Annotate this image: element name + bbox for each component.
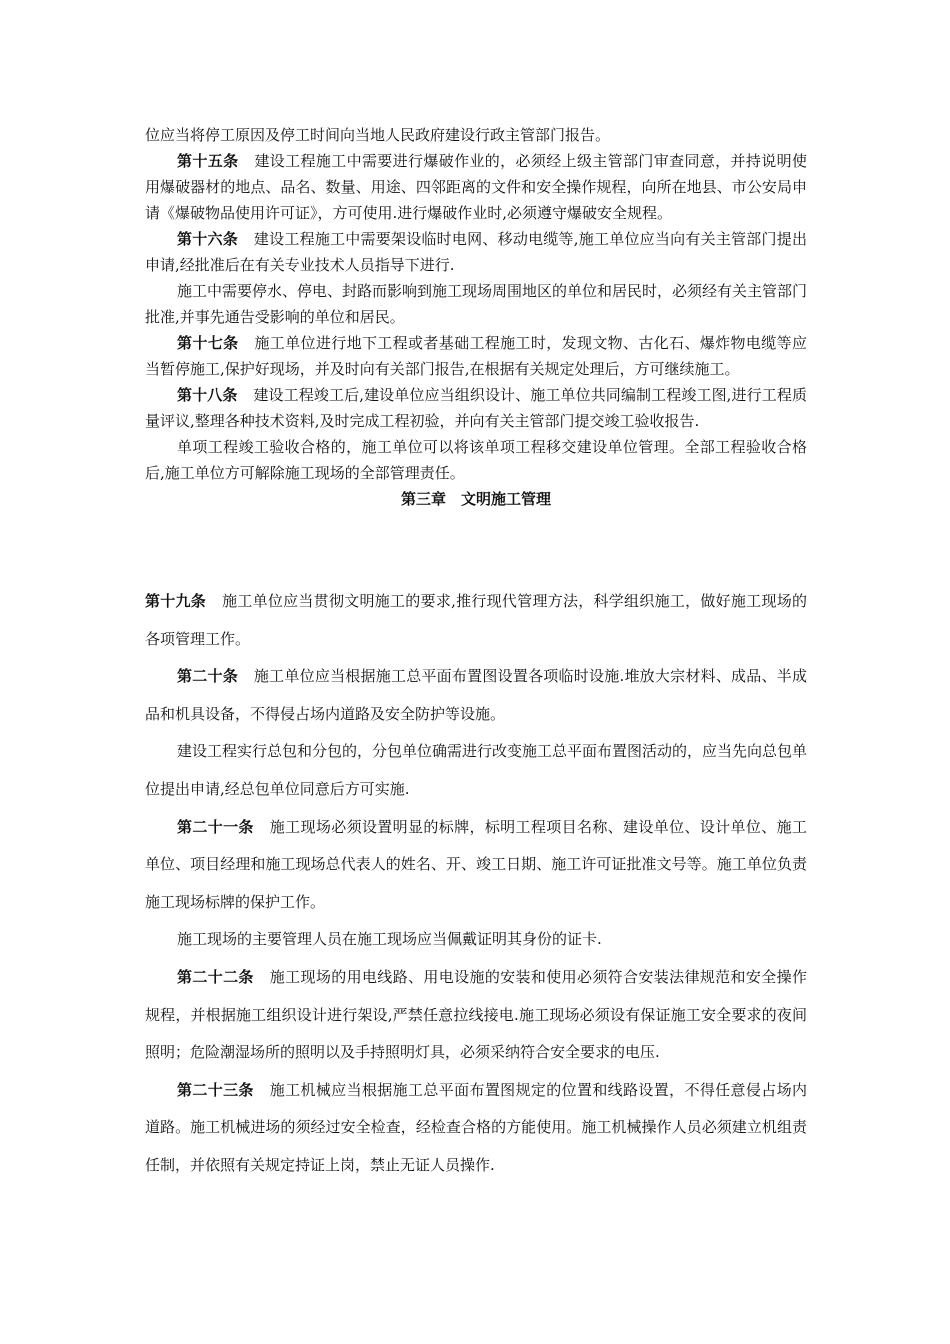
article-label: 第十八条 xyxy=(177,386,238,404)
lower-section xyxy=(145,583,807,1185)
upper-section xyxy=(145,122,807,512)
article-20-paragraph-2: 建设工程实行总包和分包的，分包单位确需进行改变施工总平面布置图活动的，应当先向总包单位提出申请,经总包单位同意后方可实施. xyxy=(145,742,808,798)
article-15: 第十五条 建设工程施工中需要进行爆破作业的，必须经上级主管部门审查同意，并持说明使用爆破器材的地点、品名、数量、用途、四邻距离的文件和安全操作规程，向所在地县、市公安局申请《爆破物品使用许可证》，方可使用.进行爆破作业时,必须遵守爆破安全规程。 xyxy=(145,152,807,222)
article-17: 第十七条 施工单位进行地下工程或者基础工程施工时，发现文物、古化石、爆炸物电缆等应当暂停施工,保护好现场，并及时向有关部门报告,在根据有关规定处理后，方可继续施工。 xyxy=(145,334,807,378)
article-18-paragraph-2: 单项工程竣工验收合格的，施工单位可以将该单项工程移交建设单位管理。全部工程验收合格后,施工单位方可解除施工现场的全部管理责任。 xyxy=(145,438,807,482)
article-20: 第二十条 施工单位应当根据施工总平面布置图设置各项临时设施.堆放大宗材料、成品、半成品和机具设备，不得侵占场内道路及安全防护等设施。 xyxy=(145,667,807,723)
article-21: 第二十一条 施工现场必须设置明显的标牌，标明工程项目名称、建设单位、设计单位、施工单位、项目经理和施工现场总代表人的姓名、开、竣工日期、施工许可证批准文号等。施工单位负责施工现场标牌的保护工作。 xyxy=(145,817,807,911)
article-18: 第十八条 建设工程竣工后,建设单位应当组织设计、施工单位共同编制工程竣工图,进行工程质量评议,整理各种技术资料,及时完成工程初验，并向有关主管部门提交竣工验收报告. xyxy=(145,386,807,430)
article-16-paragraph-2: 施工中需要停水、停电、封路而影响到施工现场周围地区的单位和居民时，必须经有关主管部门批准,并事先通告受影响的单位和居民。 xyxy=(145,282,808,326)
article-label: 第二十条 xyxy=(177,667,238,686)
article-label: 第二十二条 xyxy=(177,967,254,986)
paragraph-continuation: 位应当将停工原因及停工时间向当地人民政府建设行政主管部门报告。 xyxy=(145,126,611,144)
article-16: 第十六条 建设工程施工中需要架设临时电网、移动电缆等,施工单位应当向有关主管部门提出申请,经批准后在有关专业技术人员指导下进行. xyxy=(145,230,807,274)
article-label: 第十五条 xyxy=(177,152,239,170)
article-label: 第二十三条 xyxy=(177,1080,254,1099)
article-21-paragraph-2: 施工现场的主要管理人员在施工现场应当佩戴证明其身份的证卡. xyxy=(177,930,602,949)
article-label: 第十九条 xyxy=(145,592,207,610)
article-label: 第二十一条 xyxy=(177,817,254,836)
chapter-heading: 第三章 文明施工管理 xyxy=(400,490,551,508)
article-label: 第十七条 xyxy=(177,334,239,352)
article-23: 第二十三条 施工机械应当根据施工总平面布置图规定的位置和线路设置，不得任意侵占场内道路。施工机械进场的须经过安全检查，经检查合格的方能使用。施工机械操作人员必须建立机组责任制，并依照有关规定持证上岗，禁止无证人员操作. xyxy=(145,1080,807,1174)
article-label: 第十六条 xyxy=(177,230,238,248)
article-22: 第二十二条 施工现场的用电线路、用电设施的安装和使用必须符合安装法律规范和安全操作规程，并根据施工组织设计进行架设,严禁任意拉线接电.施工现场必须设有保证施工安全要求的夜间照明；危险潮湿场所的照明以及手持照明灯具，必须采纳符合安全要求的电压. xyxy=(145,967,807,1062)
article-19: 第十九条 施工单位应当贯彻文明施工的要求,推行现代管理方法，科学组织施工，做好施工现场的各项管理工作。 xyxy=(145,592,807,648)
